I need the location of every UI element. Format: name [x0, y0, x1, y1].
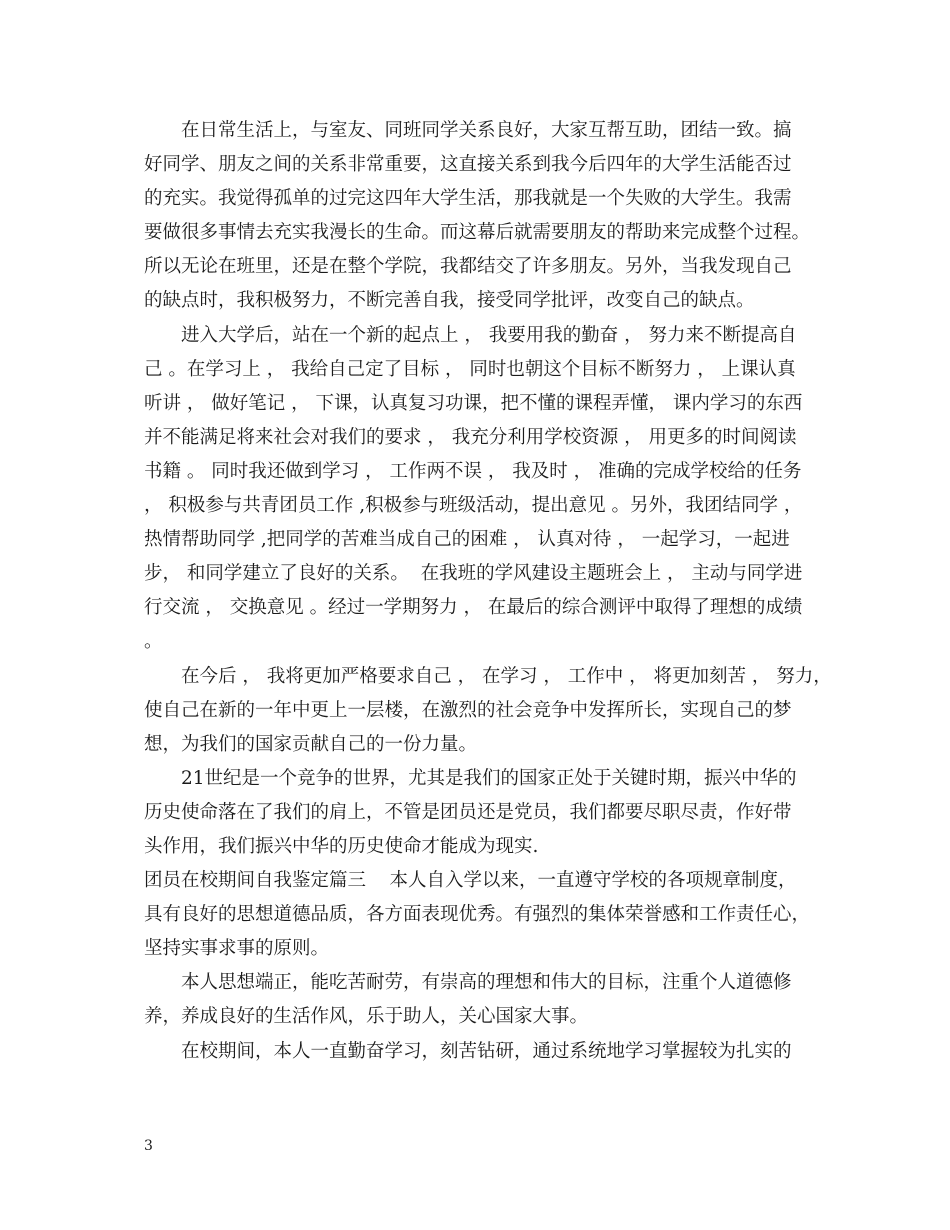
text-line: 所以无论在班里，还是在整个学院，我都结交了许多朋友。另外，当我发现自己: [144, 256, 792, 278]
text-line: 团员在校期间自我鉴定篇三 本人自入学以来，一直遵守学校的各项规章制度，: [144, 870, 797, 892]
text-line: 要做很多事情去充实我漫长的生命。而这幕后就需要朋友的帮助来完成整个过程。: [144, 222, 811, 244]
text-line: 在今后 ， 我将更加严格要求自己 ， 在学习 ， 工作中 ， 将更加刻苦 ， 努力，: [181, 665, 832, 687]
document-body: [144, 114, 832, 1069]
text-line: 步， 和同学建立了良好的关系。 在我班的学风建设主题班会上 ， 主动与同学进: [144, 563, 803, 585]
text-line: 在日常生活上，与室友、同班同学关系良好，大家互帮互助，团结一致。搞: [181, 120, 792, 141]
text-line: 好同学、朋友之间的关系非常重要，这直接关系到我今后四年的大学生活能否过: [144, 154, 792, 176]
text-line: 在校期间，本人一直勤奋学习，刻苦钻研，通过系统地学习掌握较为扎实的: [181, 1040, 792, 1062]
page-number: 3: [144, 1138, 153, 1154]
text-line: 的充实。我觉得孤单的过完这四年大学生活，那我就是一个失败的大学生。我需: [144, 188, 792, 210]
text-line: 头作用，我们振兴中华的历史使命才能成为现实.: [144, 835, 539, 857]
text-line: 进入大学后，站在一个新的起点上 ， 我要用我的勤奋 ， 努力来不断提高自: [181, 324, 797, 346]
text-line: 己 。在学习上 ， 我给自己定了目标 ， 同时也朝这个目标不断努力 ， 上课认真: [144, 358, 796, 380]
text-line: 坚持实事求事的原则。: [144, 938, 330, 960]
text-line: 想，为我们的国家贡献自己的一份力量。: [144, 733, 478, 755]
text-line: 养，养成良好的生活作风，乐于助人，关心国家大事。: [144, 1006, 589, 1028]
text-line: 历史使命落在了我们的肩上，不管是团员还是党员，我们都要尽职尽责，作好带: [144, 801, 792, 823]
text-line: 书籍 。 同时我还做到学习 ， 工作两不误 ， 我及时 ， 准确的完成学校给的任务: [144, 460, 802, 482]
text-line: 行交流 ， 交换意见 。经过一学期努力 ， 在最后的综合测评中取得了理想的成绩: [144, 597, 803, 619]
text-line: 听讲 ， 做好笔记 ， 下课，认真复习功课，把不懂的课程弄懂， 课内学习的东西: [144, 392, 803, 414]
text-line: 使自己在新的一年中更上一层楼，在激烈的社会竞争中发挥所长，实现自己的梦: [144, 699, 792, 721]
text-line: 。: [144, 631, 163, 653]
text-line: 热情帮助同学 ,把同学的苦难当成自己的困难 ， 认真对待 ， 一起学习，一起进: [144, 529, 790, 551]
text-line: 21世纪是一个竞争的世界，尤其是我们的国家正处于关键时期，振兴中华的: [181, 767, 797, 789]
text-line: 并不能满足将来社会对我们的要求 ， 我充分利用学校资源 ， 用更多的时间阅读: [144, 426, 797, 448]
text-line: 本人思想端正，能吃苦耐劳，有崇高的理想和伟大的目标，注重个人道德修: [181, 972, 792, 994]
text-line: 具有良好的思想道德品质，各方面表现优秀。有强烈的集体荣誉感和工作责任心，: [144, 904, 811, 926]
text-line: ， 积极参与共青团员工作 ,积极参与班级活动，提出意见 。另外，我团结同学 ，: [144, 495, 803, 517]
text-line: 的缺点时，我积极努力，不断完善自我，接受同学批评，改变自己的缺点。: [144, 290, 755, 312]
